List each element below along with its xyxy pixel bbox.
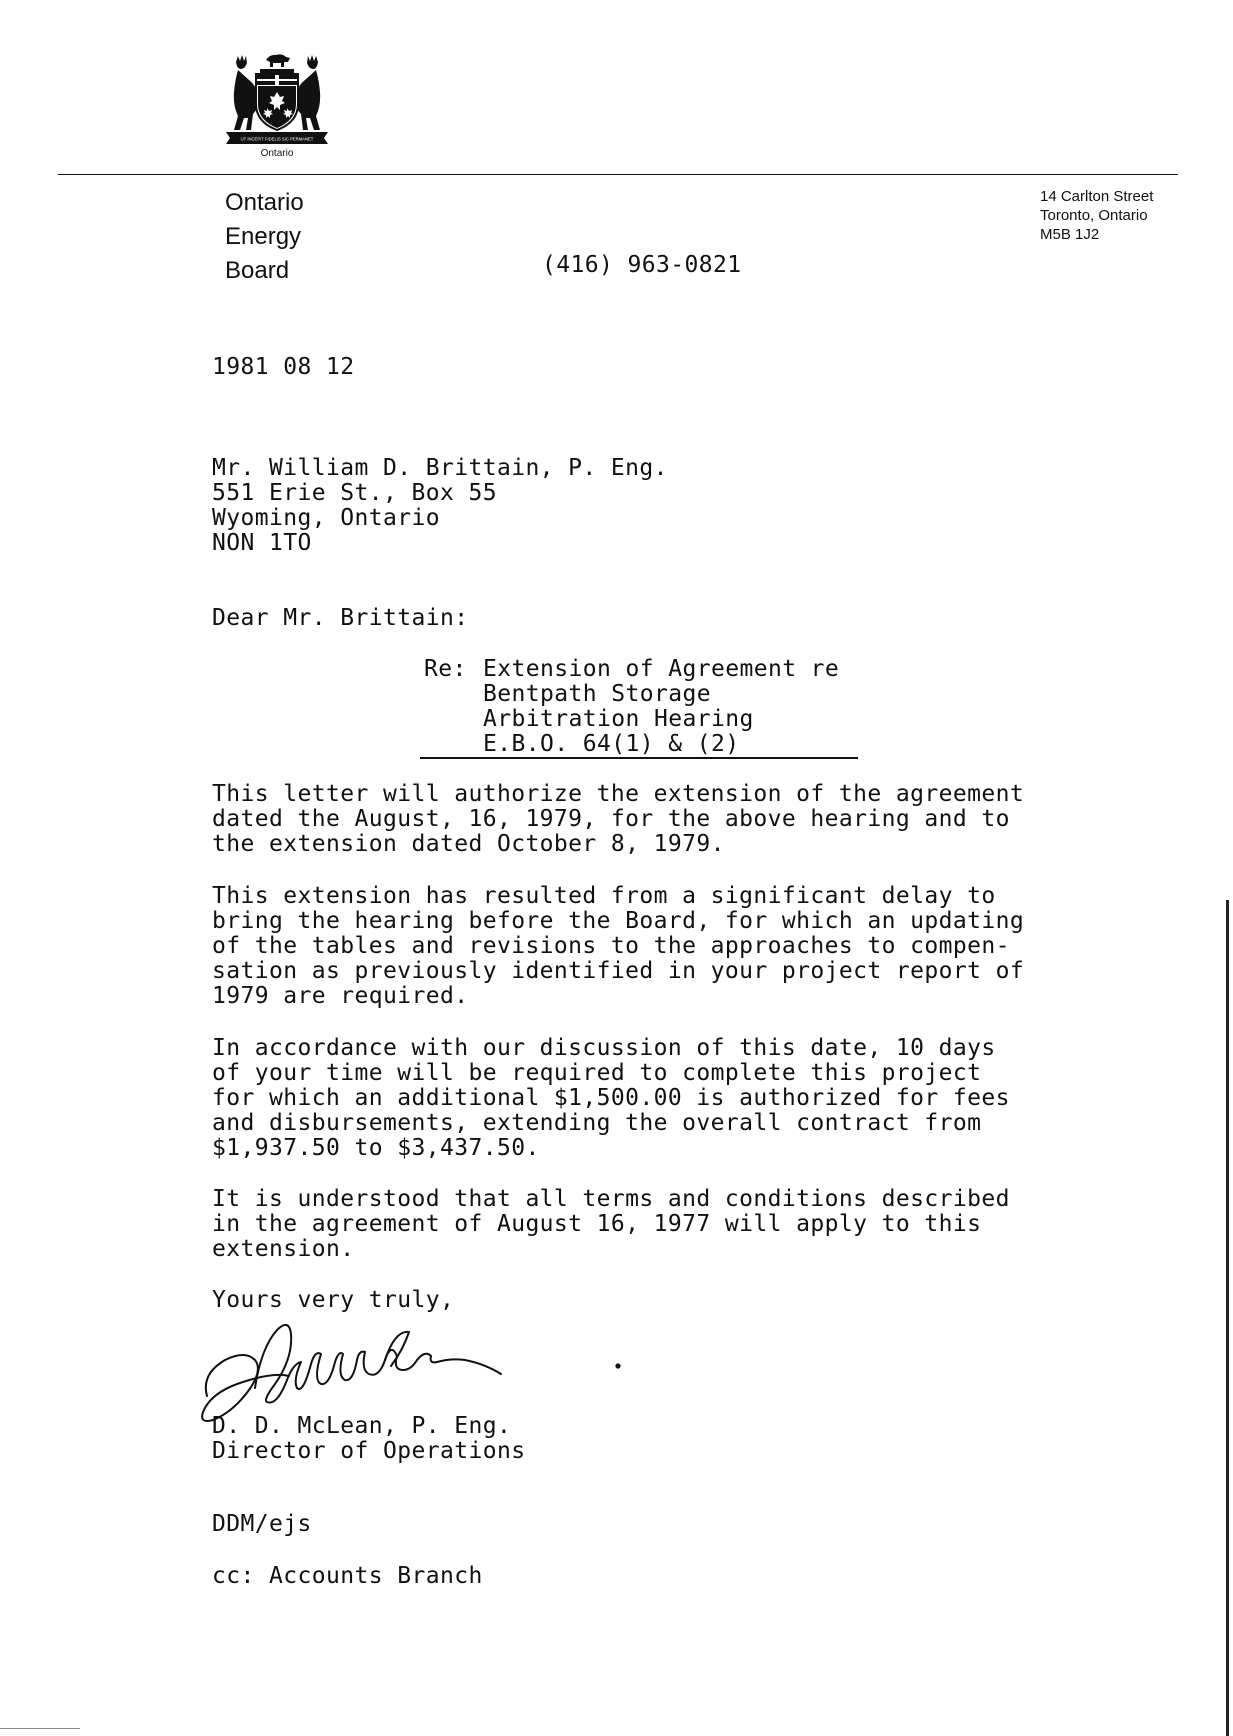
body-line: extension. [212, 1236, 355, 1262]
subject-lines [483, 657, 839, 757]
body-paragraph [212, 884, 1024, 1009]
signature-block [212, 1414, 525, 1464]
body-paragraph [212, 1036, 1010, 1161]
signer-title: Director of Operations [212, 1438, 526, 1464]
body-line: and disbursements, extending the overall contract from [212, 1110, 982, 1136]
organization-line: Board [225, 257, 290, 284]
body-line: of your time will be required to complete this project [212, 1060, 982, 1086]
subject-line: Bentpath Storage [483, 681, 711, 707]
body-line: In accordance with our discussion of this date, 10 days [212, 1035, 996, 1061]
organization-line: Energy [225, 223, 302, 250]
recipient-line: 551 Erie St., Box 55 [212, 480, 497, 506]
body-line: 1979 are required. [212, 983, 469, 1009]
closing: Yours very truly, [212, 1287, 455, 1313]
recipient-address [212, 456, 668, 556]
body-line: It is understood that all terms and conditions described [212, 1186, 1010, 1212]
header-divider [58, 174, 1178, 175]
carbon-copy-line: cc: Accounts Branch [212, 1563, 483, 1589]
address-line: 14 Carlton Street [1040, 188, 1154, 205]
letter-date: 1981 08 12 [212, 354, 355, 380]
body-line: sation as previously identified in your project report of [212, 958, 1025, 984]
body-line: dated the August, 16, 1979, for the above hearing and to [212, 806, 1010, 832]
scan-edge-shadow [1226, 900, 1229, 1736]
subject-line: Extension of Agreement re [483, 656, 840, 682]
body-line: the extension dated October 8, 1979. [212, 831, 725, 857]
scan-edge-line [0, 1728, 80, 1729]
salutation: Dear Mr. Brittain: [212, 605, 469, 631]
body-line: in the agreement of August 16, 1977 will apply to this [212, 1211, 982, 1237]
subject-line: Arbitration Hearing [483, 706, 754, 732]
organization-name [225, 186, 304, 288]
body-line: This letter will authorize the extension of the agreement [212, 781, 1025, 807]
subject-underline [420, 757, 858, 759]
recipient-line: NON 1TO [212, 530, 312, 556]
address-line: Toronto, Ontario [1040, 207, 1148, 224]
body-line: $1,937.50 to $3,437.50. [212, 1135, 540, 1161]
body-line: This extension has resulted from a significant delay to [212, 883, 996, 909]
body-line: for which an additional $1,500.00 is authorized for fees [212, 1085, 1010, 1111]
ontario-coat-of-arms-icon [222, 52, 332, 150]
recipient-line: Mr. William D. Brittain, P. Eng. [212, 455, 668, 481]
office-address [1040, 187, 1153, 244]
subject-line: E.B.O. 64(1) & (2) [483, 731, 740, 757]
organization-line: Ontario [225, 189, 304, 216]
recipient-line: Wyoming, Ontario [212, 505, 440, 531]
typist-initials: DDM/ejs [212, 1511, 312, 1537]
address-line: M5B 1J2 [1040, 226, 1100, 243]
crest-caption: Ontario [260, 148, 294, 159]
body-line: bring the hearing before the Board, for which an updating [212, 908, 1025, 934]
crest-motto: UT INCEPIT FIDELIS SIC PERMANET [240, 136, 314, 142]
handwritten-signature [195, 1318, 675, 1428]
body-paragraph [212, 1187, 1010, 1262]
subject-label: Re: [424, 656, 467, 682]
body-paragraph [212, 782, 1024, 857]
signer-name: D. D. McLean, P. Eng. [212, 1413, 512, 1439]
phone-number: (416) 963-0821 [542, 252, 742, 278]
body-line: of the tables and revisions to the approaches to compen- [212, 933, 1010, 959]
